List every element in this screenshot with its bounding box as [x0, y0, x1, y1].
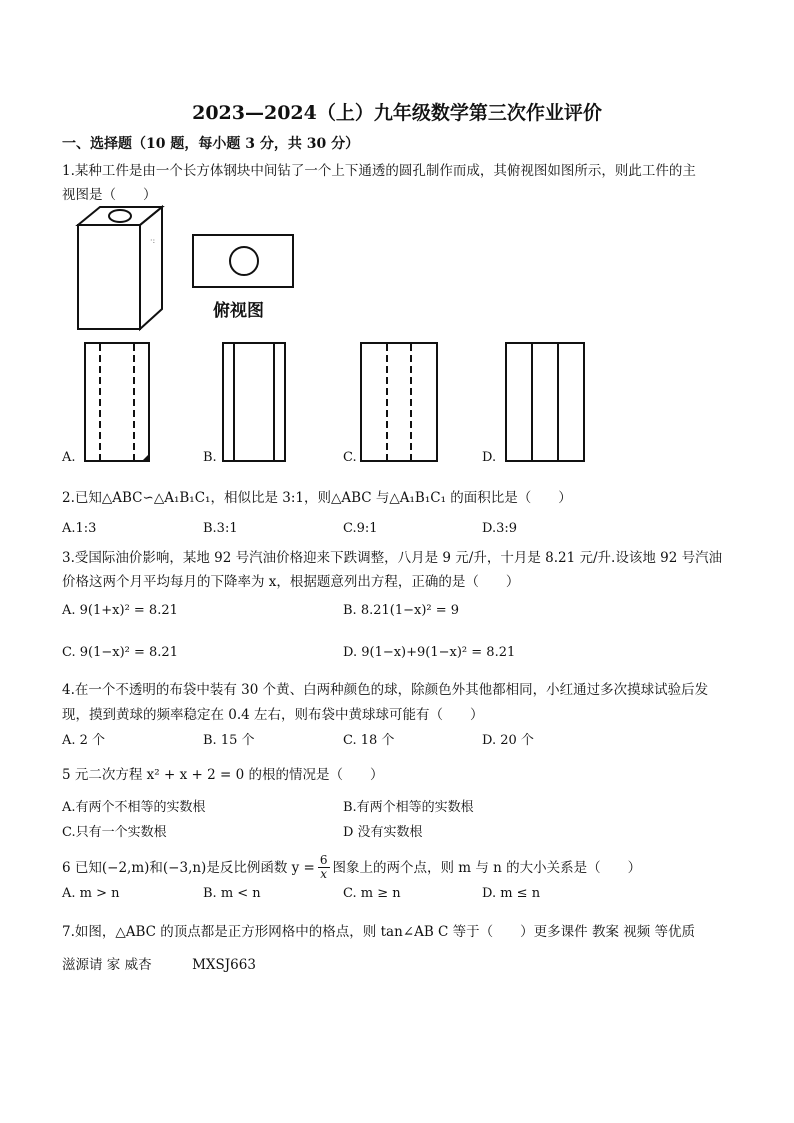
question-2-option-d[interactable]: D.3:9 [482, 521, 518, 536]
section-heading: 一、选择题（10 题，每小题 3 分，共 30 分） [62, 136, 360, 152]
question-5-option-a[interactable]: A.有两个不相等的实数根 [62, 800, 206, 815]
question-5-stem: 5 元二次方程 x² + x + 2 = 0 的根的情况是（ ） [62, 767, 384, 783]
question-7-line-2: 滋源请 家 威杏 MXSJ663 [62, 957, 256, 973]
question-4-line-1: 4.在一个不透明的布袋中装有 30 个黄、白两种颜色的球，除颜色外其他都相同，小红通过多次摸球试验后发 [62, 682, 709, 698]
question-4-option-d[interactable]: D. 20 个 [482, 733, 534, 748]
question-5-option-d[interactable]: D 没有实数根 [343, 825, 423, 840]
question-2-option-c[interactable]: C.9:1 [343, 521, 378, 536]
option-d-figure [503, 340, 589, 466]
question-2-option-a[interactable]: A.1:3 [62, 521, 97, 536]
question-6-stem-part-a: 6 已知(−2,m)和(−3,n)是反比例函数 y = [62, 859, 315, 876]
question-6-option-d[interactable]: D. m ≤ n [482, 886, 541, 901]
question-5-option-b[interactable]: B.有两个相等的实数根 [343, 800, 474, 815]
fraction-denominator: x [320, 867, 328, 881]
question-4-option-b[interactable]: B. 15 个 [203, 733, 255, 748]
top-view-caption: 俯视图 [213, 301, 264, 321]
question-1-option-a[interactable]: A. [62, 450, 76, 465]
question-6-stem-part-b: 图象上的两个点，则 m 与 n 的大小关系是（ ） [332, 859, 642, 876]
question-1-option-c[interactable]: C. [343, 450, 357, 465]
question-6-stem [62, 852, 641, 879]
question-4-option-c[interactable]: C. 18 个 [343, 733, 395, 748]
option-b-figure [220, 340, 290, 466]
question-3-option-c[interactable]: C. 9(1−x)² = 8.21 [62, 645, 178, 660]
option-c-figure [358, 340, 442, 466]
question-3-line-1: 3.受国际油价影响，某地 92 号汽油价格迎来下跌调整，八月是 9 元/升，十月是 8.21 元/升.设该地 92 号汽油 [62, 550, 723, 566]
question-7-line-1: 7.如图，△ABC 的顶点都是正方形网格中的格点，则 tan∠AB C 等于（ ）更多课件 教案 视频 等优质 [62, 924, 696, 940]
question-1-option-d[interactable]: D. [482, 450, 497, 465]
question-6-option-a[interactable]: A. m > n [62, 886, 120, 901]
question-6-option-b[interactable]: B. m < n [203, 886, 261, 901]
option-a-figure [82, 340, 154, 466]
question-1-line-1: 1.某种工件是由一个长方体钢块中间钻了一个上下通透的圆孔制作而成，其俯视图如图所示，则此工件的主 [62, 163, 696, 179]
question-4-line-2: 现，摸到黄球的频率稳定在 0.4 左右，则布袋中黄球球可能有（ ） [62, 707, 484, 723]
question-3-option-a[interactable]: A. 9(1+x)² = 8.21 [62, 603, 178, 618]
question-2-option-b[interactable]: B.3:1 [203, 521, 238, 536]
question-6-option-c[interactable]: C. m ≥ n [343, 886, 401, 901]
question-1-line-2: 视图是（ ） [62, 187, 157, 203]
question-4-option-a[interactable]: A. 2 个 [62, 733, 106, 748]
fraction [318, 854, 330, 881]
svg-text:·:: ·: [150, 236, 156, 245]
question-2-stem: 2.已知△ABC∽△A₁B₁C₁，相似比是 3:1，则△ABC 与△A₁B₁C₁ 的面积比是（ ） [62, 490, 572, 506]
question-5-option-c[interactable]: C.只有一个实数根 [62, 825, 167, 840]
fraction-numerator: 6 [319, 853, 328, 867]
question-1-option-b[interactable]: B. [203, 450, 217, 465]
question-3-option-b[interactable]: B. 8.21(1−x)² = 9 [343, 603, 460, 618]
block-3d-figure [70, 203, 170, 333]
question-3-line-2: 价格这两个月平均每月的下降率为 x，根据题意列出方程，正确的是（ ） [62, 574, 520, 590]
top-view-figure [190, 232, 296, 290]
page-title: 2023—2024（上）九年级数学第三次作业评价 [192, 102, 602, 124]
question-3-option-d[interactable]: D. 9(1−x)+9(1−x)² = 8.21 [343, 645, 516, 660]
